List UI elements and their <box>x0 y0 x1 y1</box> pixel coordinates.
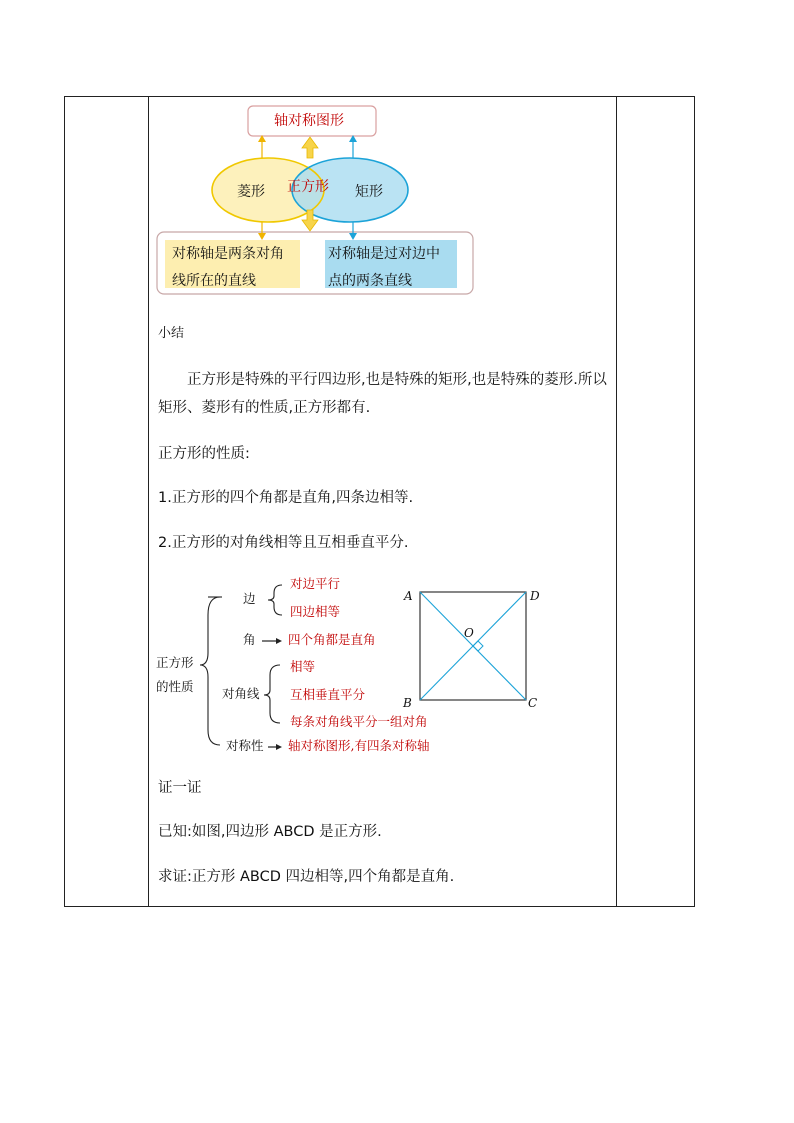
property-1: 1.正方形的四个角都是直角,四条边相等. <box>158 490 414 506</box>
column-divider-left <box>148 97 149 906</box>
center-o-label: O <box>464 626 474 640</box>
tree-diagonal-label: 对角线 <box>222 686 260 701</box>
vertex-d-label: D <box>530 589 540 603</box>
tree-root-line2: 的性质 <box>156 679 194 694</box>
quadrilateral-relationship-diagram <box>150 100 480 300</box>
diagram-square-label: 正方形 <box>287 179 329 195</box>
tree-root-line1: 正方形 <box>156 655 194 670</box>
properties-title: 正方形的性质: <box>158 446 250 462</box>
proof-given: 已知:如图,四边形 ABCD 是正方形. <box>158 824 382 840</box>
tree-side-item-1: 对边平行 <box>290 576 341 591</box>
proof-to-prove: 求证:正方形 ABCD 四边相等,四个角都是直角. <box>158 869 455 885</box>
vertex-c-label: C <box>528 696 538 710</box>
tree-angle-item: 四个角都是直角 <box>288 632 376 647</box>
rectangle-axis-line2: 点的两条直线 <box>328 273 412 289</box>
vertex-b-label: B <box>403 696 412 710</box>
rectangle-axis-line1: 对称轴是过对边中 <box>328 246 440 262</box>
proof-heading: 证一证 <box>158 780 202 796</box>
diagram-rectangle-label: 矩形 <box>355 184 383 200</box>
tree-symmetry-item: 轴对称图形,有四条对称轴 <box>288 738 430 753</box>
tree-diagonal-item-3: 每条对角线平分一组对角 <box>290 714 428 729</box>
rhombus-axis-line2: 线所在的直线 <box>172 273 256 289</box>
tree-symmetry-label: 对称性 <box>226 738 264 753</box>
vertex-a-label: A <box>404 589 413 603</box>
diagram-top-label: 轴对称图形 <box>274 113 344 129</box>
tree-diagonal-item-2: 互相垂直平分 <box>290 687 366 702</box>
tree-side-label: 边 <box>243 591 256 606</box>
tree-angle-label: 角 <box>243 632 256 647</box>
rhombus-axis-line1: 对称轴是两条对角 <box>172 246 284 262</box>
summary-paragraph: 正方形是特殊的平行四边形,也是特殊的矩形,也是特殊的菱形.所以矩形、菱形有的性质,正方形都有. <box>158 372 607 416</box>
column-divider-right <box>616 97 617 906</box>
square-abcd-figure <box>400 584 550 714</box>
tree-side-item-2: 四边相等 <box>290 604 341 619</box>
diagram-rhombus-label: 菱形 <box>237 184 265 200</box>
tree-diagonal-item-1: 相等 <box>290 659 316 674</box>
property-2: 2.正方形的对角线相等且互相垂直平分. <box>158 535 409 551</box>
summary-heading: 小结 <box>158 326 185 341</box>
